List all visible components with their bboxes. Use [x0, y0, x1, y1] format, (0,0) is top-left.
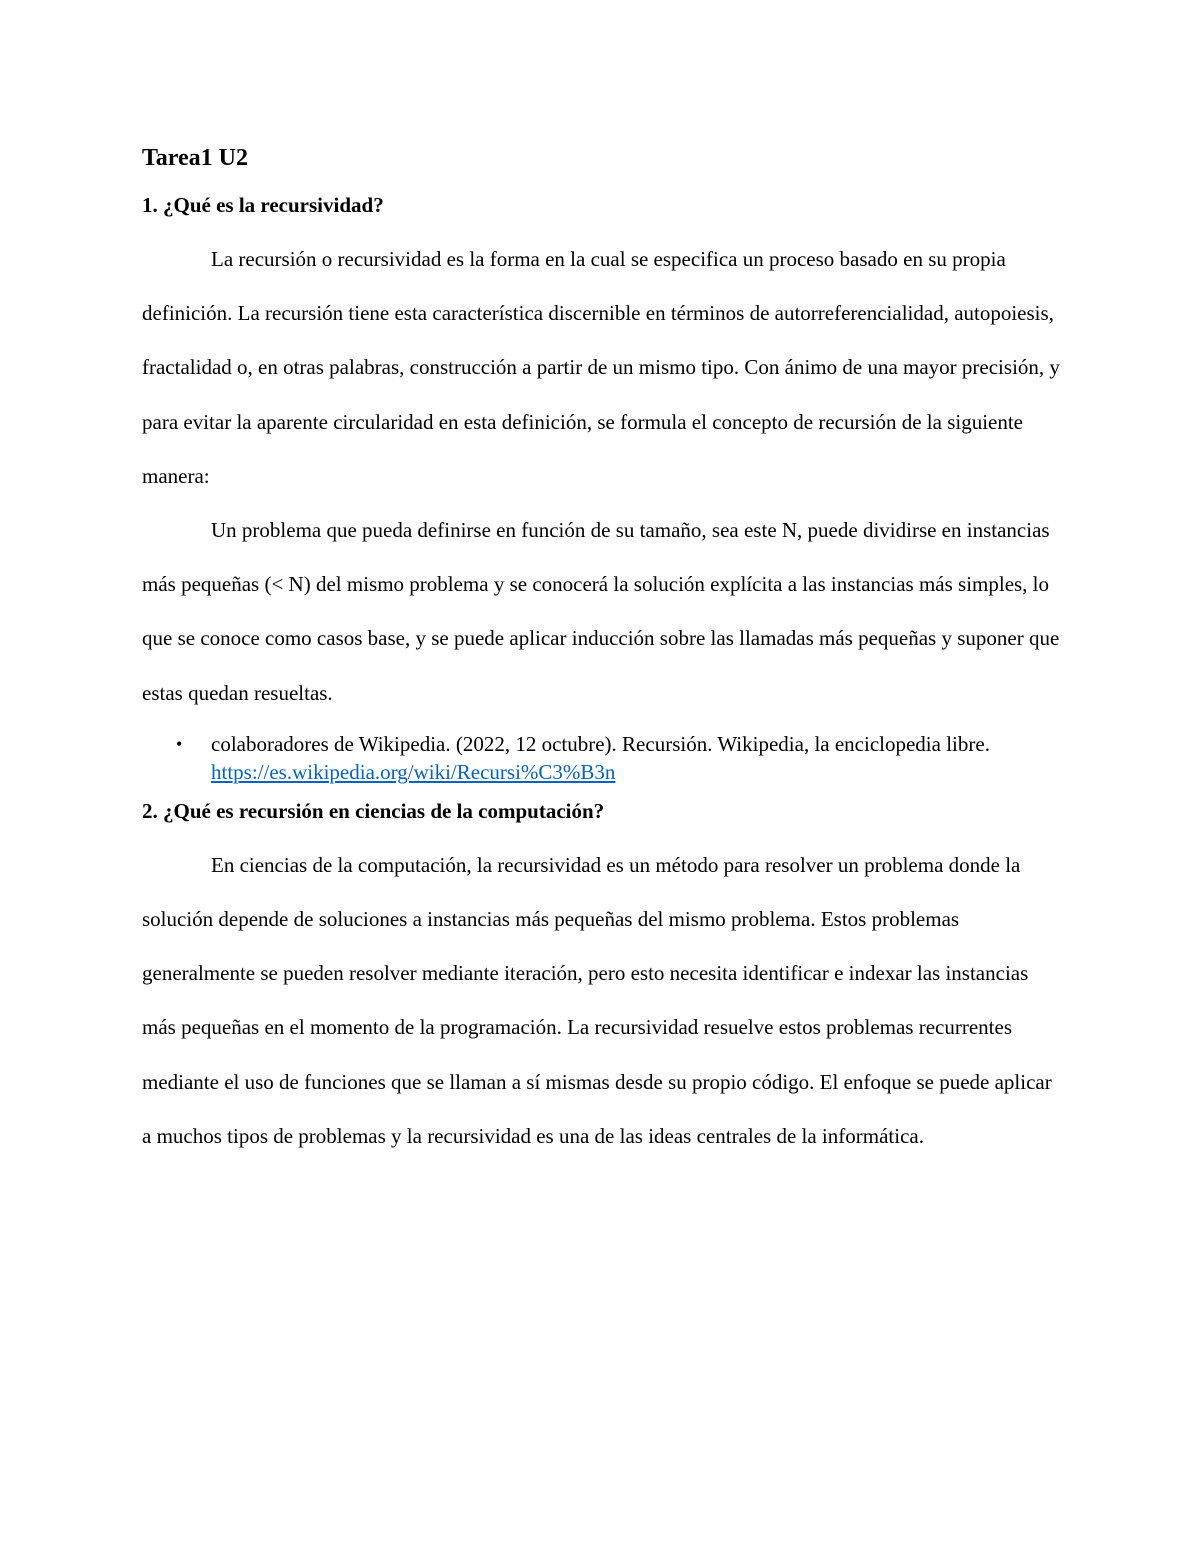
question-2-heading: 2. ¿Qué es recursión en ciencias de la computación? [142, 798, 605, 823]
reference-text: colaboradores de Wikipedia. (2022, 12 octubre). Recursión. Wikipedia, la enciclopedia libre. [211, 731, 990, 756]
question-2-paragraph-1: En ciencias de la computación, la recursividad es un método para resolver un problema donde la solución depende de soluciones a instancias más pequeñas del mismo problema. Estos problemas generalmente se pueden resolver mediante iteración, pero esto necesita identificar e indexar las instancias más pequeñas en el momento de la programación. La recursividad resuelve estos problemas recurrentes mediante el uso de funciones que se llaman a sí mismas desde su propio código. El enfoque se puede aplicar a muchos tipos de problemas y la recursividad es una de las ideas centrales de la informática. [142, 852, 1052, 1148]
reference-link[interactable]: https://es.wikipedia.org/wiki/Recursi%C3%B3n [211, 759, 616, 784]
document-body [142, 140, 1062, 1163]
bullet-icon: • [176, 733, 183, 754]
reference-item [142, 730, 1062, 786]
reference-list [142, 730, 1062, 786]
question-1-heading: 1. ¿Qué es la recursividad? [142, 193, 384, 217]
document-title: Tarea1 U2 [142, 145, 249, 171]
question-1-paragraph-1: La recursión o recursividad es la forma en la cual se especifica un proceso basado en su propia definición. La recursión tiene esta característica discernible en términos de autorreferencialidad, autopoiesis, fractalidad o, en otras palabras, construcción a partir de un mismo tipo. Con ánimo de una mayor precisión, y para evitar la aparente circularidad en esta definición, se formula el concepto de recursión de la siguiente manera: [142, 247, 1060, 488]
question-1-paragraph-2: Un problema que pueda definirse en función de su tamaño, sea este N, puede dividirse en instancias más pequeñas (< N) del mismo problema y se conocerá la solución explícita a las instancias más simples, lo que se conoce como casos base, y se puede aplicar inducción sobre las llamadas más pequeñas y suponer que estas quedan resueltas. [142, 518, 1060, 705]
